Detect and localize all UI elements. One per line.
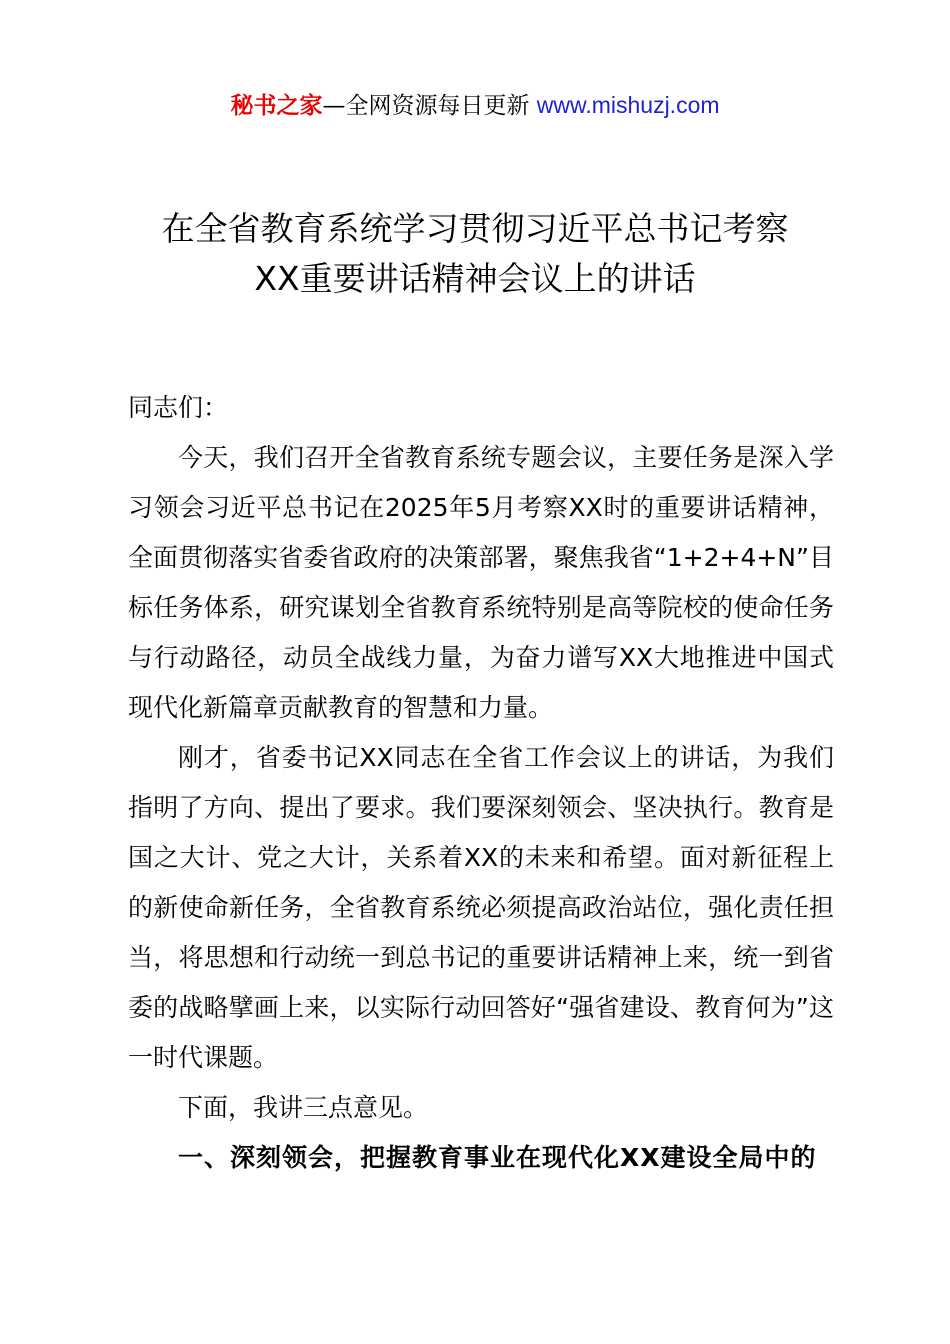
- paragraph-3: 下面，我讲三点意见。: [178, 1093, 429, 1122]
- header-url[interactable]: www.mishuzj.com: [536, 92, 720, 118]
- title-line-2: XX重要讲话精神会议上的讲话: [254, 259, 696, 298]
- document-body: [128, 383, 834, 1183]
- paragraph-2: 刚才，省委书记XX同志在全省工作会议上的讲话，为我们指明了方向、提出了要求。我们要深刻领会、坚决执行。教育是国之大计、党之大计，关系着XX的未来和希望。面对新征程上的新使命新任务，全省教育系统必须提高政治站位，强化责任担当，将思想和行动统一到总书记的重要讲话精神上来，统一到省委的战略擘画上来，以实际行动回答好“强省建设、教育何为”这一时代课题。: [128, 743, 834, 1072]
- header-brand: 秘书之家: [230, 93, 323, 119]
- section-heading-1: 一、深刻领会，把握教育事业在现代化XX建设全局中的: [178, 1143, 817, 1172]
- document-title: [100, 204, 850, 304]
- paragraph-1: 今天，我们召开全省教育系统专题会议，主要任务是深入学习领会习近平总书记在2025年5月考察XX时的重要讲话精神，全面贯彻落实省委省政府的决策部署，聚焦我省“1+2+4+N”目标任务体系，研究谋划全省教育系统特别是高等院校的使命任务与行动路径，动员全战线力量，为奋力谱写XX大地推进中国式现代化新篇章贡献教育的智慧和力量。: [128, 443, 834, 722]
- salutation: 同志们：: [128, 393, 229, 422]
- title-line-1: 在全省教育系统学习贯彻习近平总书记考察: [161, 209, 789, 248]
- header-tagline: —全网资源每日更新: [322, 93, 530, 119]
- page-header: [0, 88, 950, 123]
